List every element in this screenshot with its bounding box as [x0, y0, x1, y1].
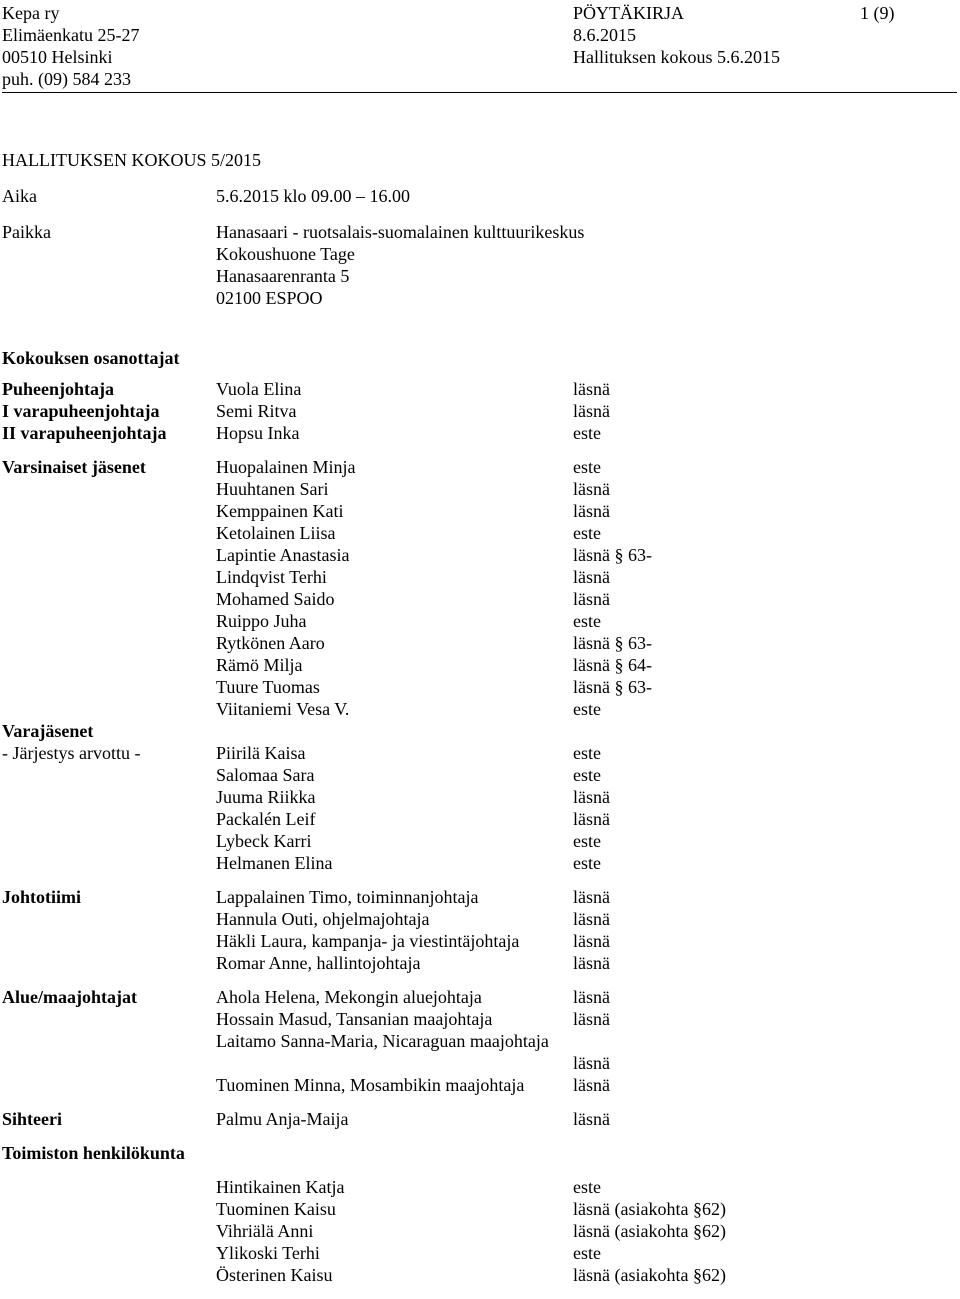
org-name: Kepa ry	[2, 3, 60, 23]
person-name: Tuominen Minna, Mosambikin maajohtaja	[216, 1075, 525, 1095]
time-value: 5.6.2015 klo 09.00 – 16.00	[216, 186, 411, 206]
member-row	[2, 632, 957, 654]
person-name: Hintikainen Katja	[216, 1177, 345, 1197]
place-line: 02100 ESPOO	[216, 288, 323, 308]
organization-address	[2, 2, 139, 90]
attendance-status: läsnä (asiakohta §62)	[573, 1199, 726, 1219]
document-page	[2, 2, 957, 1286]
staff-row	[2, 1176, 957, 1198]
phone: puh. (09) 584 233	[2, 69, 131, 89]
person-name: Tuure Tuomas	[216, 677, 320, 697]
place-row	[2, 243, 957, 265]
deputy-row	[2, 742, 957, 764]
place-row	[2, 265, 957, 287]
attendance-status: läsnä § 64-	[573, 655, 652, 675]
meeting-name: Hallituksen kokous 5.6.2015	[573, 47, 780, 67]
row-label: Sihteeri	[2, 1109, 62, 1129]
attendance-status: este	[573, 765, 601, 785]
person-name: Hossain Masud, Tansanian maajohtaja	[216, 1009, 493, 1029]
attendance-status: läsnä	[573, 1109, 610, 1129]
attendance-status: este	[573, 423, 601, 443]
person-name: Rytkönen Aaro	[216, 633, 325, 653]
place-row	[2, 221, 957, 243]
row-label: Varsinaiset jäsenet	[2, 457, 146, 477]
deputy-row	[2, 808, 957, 830]
person-name: Salomaa Sara	[216, 765, 315, 785]
document-date: 8.6.2015	[573, 25, 636, 45]
role-label: Puheenjohtaja	[2, 379, 114, 399]
staff-row	[2, 1198, 957, 1220]
member-row	[2, 676, 957, 698]
chair-row	[2, 400, 957, 422]
person-name: Ketolainen Liisa	[216, 523, 336, 543]
staff-heading: Toimiston henkilökunta	[2, 1143, 185, 1163]
person-name: Hopsu Inka	[216, 423, 300, 443]
member-row	[2, 478, 957, 500]
place-label: Paikka	[2, 222, 51, 242]
person-name: Häkli Laura, kampanja- ja viestintäjohtaja	[216, 931, 520, 951]
person-name: Lapintie Anastasia	[216, 545, 350, 565]
attendance-status: läsnä (asiakohta §62)	[573, 1265, 726, 1285]
secretary-row	[2, 1108, 957, 1130]
attendance-status: läsnä	[573, 987, 610, 1007]
board-row	[2, 952, 957, 974]
person-name: Österinen Kaisu	[216, 1265, 333, 1285]
regional-row	[2, 1074, 957, 1096]
person-name: Romar Anne, hallintojohtaja	[216, 953, 421, 973]
regional-row	[2, 1008, 957, 1030]
attendance-status: este	[573, 1177, 601, 1197]
person-name: Semi Ritva	[216, 401, 297, 421]
person-name: Kemppainen Kati	[216, 501, 344, 521]
member-row	[2, 522, 957, 544]
member-row	[2, 566, 957, 588]
person-name: Juuma Riikka	[216, 787, 316, 807]
attendance-status: este	[573, 1243, 601, 1263]
attendance-status: läsnä § 63-	[573, 677, 652, 697]
person-name: Hannula Outi, ohjelmajohtaja	[216, 909, 430, 929]
deputies-heading	[2, 720, 957, 742]
attendance-status: läsnä (asiakohta §62)	[573, 1221, 726, 1241]
person-name: Ruippo Juha	[216, 611, 307, 631]
attendance-status: läsnä	[573, 809, 610, 829]
time-row	[2, 185, 957, 207]
attendance-status: läsnä	[573, 501, 610, 521]
attendance-status: läsnä	[573, 379, 610, 399]
row-label: Johtotiimi	[2, 887, 81, 907]
regional-row	[2, 1030, 957, 1052]
deputy-row	[2, 786, 957, 808]
member-row	[2, 500, 957, 522]
board-row	[2, 908, 957, 930]
place-line: Hanasaarenranta 5	[216, 266, 350, 286]
row-label: Alue/maajohtajat	[2, 987, 137, 1007]
attendance-status: este	[573, 743, 601, 763]
participants-heading: Kokouksen osanottajat	[2, 348, 180, 368]
member-row	[2, 544, 957, 566]
chair-row	[2, 422, 957, 444]
deputy-row	[2, 764, 957, 786]
letterhead	[2, 2, 957, 93]
person-name: Helmanen Elina	[216, 853, 333, 873]
attendance-status: läsnä	[573, 479, 610, 499]
attendance-status: este	[573, 831, 601, 851]
person-name: Packalén Leif	[216, 809, 316, 829]
person-name: Laitamo Sanna-Maria, Nicaraguan maajohtaja	[216, 1031, 549, 1051]
meeting-title: HALLITUKSEN KOKOUS 5/2015	[2, 150, 261, 170]
document-info	[573, 2, 780, 68]
role-label: I varapuheenjohtaja	[2, 401, 160, 421]
street-address: Elimäenkatu 25-27	[2, 25, 140, 45]
staff-row	[2, 1242, 957, 1264]
time-label: Aika	[2, 186, 37, 206]
attendance-status: läsnä	[573, 931, 610, 951]
person-name: Piirilä Kaisa	[216, 743, 306, 763]
member-row	[2, 654, 957, 676]
attendance-status: este	[573, 457, 601, 477]
person-name: Ahola Helena, Mekongin aluejohtaja	[216, 987, 482, 1007]
member-row	[2, 610, 957, 632]
attendance-status: este	[573, 853, 601, 873]
person-name: Lybeck Karri	[216, 831, 312, 851]
regional-row	[2, 986, 957, 1008]
regional-row	[2, 1052, 957, 1074]
place-line: Kokoushuone Tage	[216, 244, 355, 264]
person-name: Mohamed Saido	[216, 589, 335, 609]
attendance-status: este	[573, 523, 601, 543]
deputy-row	[2, 852, 957, 874]
row-label: - Järjestys arvottu -	[2, 743, 141, 763]
attendance-status: este	[573, 699, 601, 719]
staff-row	[2, 1220, 957, 1242]
attendance-status: läsnä	[573, 401, 610, 421]
person-name: Huuhtanen Sari	[216, 479, 329, 499]
person-name: Rämö Milja	[216, 655, 303, 675]
document-type: PÖYTÄKIRJA	[573, 3, 685, 23]
attendance-status: läsnä	[573, 567, 610, 587]
board-row	[2, 930, 957, 952]
attendance-status: läsnä § 63-	[573, 633, 652, 653]
member-row	[2, 588, 957, 610]
person-name: Huopalainen Minja	[216, 457, 356, 477]
attendance-status: läsnä	[573, 589, 610, 609]
person-name: Viitaniemi Vesa V.	[216, 699, 350, 719]
place-line: Hanasaari - ruotsalais-suomalainen kulttuurikeskus	[216, 222, 585, 242]
attendance-status: läsnä	[573, 953, 610, 973]
attendance-status: este	[573, 611, 601, 631]
member-row	[2, 698, 957, 720]
person-name: Vuola Elina	[216, 379, 302, 399]
attendance-status: läsnä	[573, 887, 610, 907]
row-label: Varajäsenet	[2, 721, 94, 741]
attendance-status: läsnä	[573, 1053, 610, 1073]
place-row	[2, 287, 957, 309]
attendance-status: läsnä § 63-	[573, 545, 652, 565]
page-number: 1 (9)	[860, 3, 895, 23]
attendance-status: läsnä	[573, 787, 610, 807]
person-name: Ylikoski Terhi	[216, 1243, 320, 1263]
member-row	[2, 456, 957, 478]
person-name: Lappalainen Timo, toiminnanjohtaja	[216, 887, 479, 907]
person-name: Palmu Anja-Maija	[216, 1109, 349, 1129]
person-name: Tuominen Kaisu	[216, 1199, 336, 1219]
board-row	[2, 886, 957, 908]
role-label: II varapuheenjohtaja	[2, 423, 167, 443]
attendance-status: läsnä	[573, 909, 610, 929]
deputy-row	[2, 830, 957, 852]
person-name: Vihriälä Anni	[216, 1221, 314, 1241]
chair-row	[2, 378, 957, 400]
staff-row	[2, 1264, 957, 1286]
postal-address: 00510 Helsinki	[2, 47, 113, 67]
attendance-status: läsnä	[573, 1075, 610, 1095]
attendance-status: läsnä	[573, 1009, 610, 1029]
person-name: Lindqvist Terhi	[216, 567, 327, 587]
